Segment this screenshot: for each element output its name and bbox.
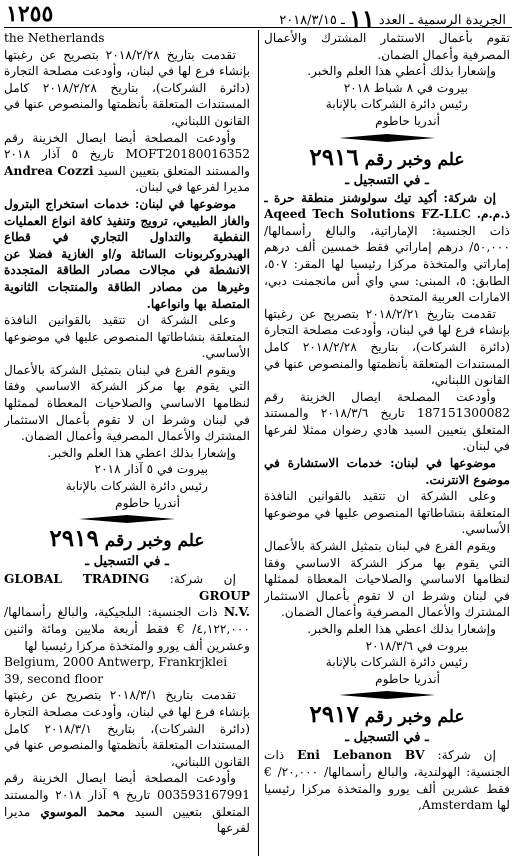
signature-name: أندريا حاطوم xyxy=(115,495,180,510)
section-separator xyxy=(339,134,435,142)
notice-number: ٢٩١٦ xyxy=(309,143,359,171)
receipt-text-end: مديرا لفرعها في لبنان. xyxy=(135,180,250,195)
issue-date: ٢٠١٨/٣/١٥ xyxy=(279,13,337,28)
company-name-en: Eni Lebanon BV xyxy=(297,748,425,763)
paragraph: تقوم بأعمال الاستثمار المشترك والأعمال المصرفية وأعمال الضمان. xyxy=(264,31,510,62)
paragraph: ويقوم الفرع في لبنان بتمثيل الشركة بالأعمال التي يقوم بها مركز الشركة الاساسي وفقا لنظامها الاساسي والصلاحيات المعطاة لممثلها في لبنان وشرط ان لا تقوم بأعمال الاستثمار المشترك والأعمال المصرفية وأعمال الضمان. xyxy=(264,539,510,620)
company-address-en: Belgium, 2000 Antwerp, Frankrjklei 39, second floor xyxy=(4,655,228,686)
right-column xyxy=(264,30,510,856)
company-name-en: Aqeed Tech Solutions FZ-LLC xyxy=(264,207,471,222)
notice-subtitle: ـ في التسجيل ـ xyxy=(345,730,429,746)
company-intro: إن شركة: xyxy=(437,748,497,763)
company-object: موضوعها في لبنان: خدمات استخراج البترول والغاز الطبيعي، ترويج وتنفيذ كافة انواع العمليات النفطية والتداول التجاري في قطاع الهيدروكربونات السائلة و/او الغازية فضلا عن الانشطة في مجالات مصادر الطاقة المتجددة وغيرها من مصادر الطاقة والمنتجات الثانوية المتصلة بها وانواعها. xyxy=(4,196,250,311)
paragraph xyxy=(264,747,510,813)
section-separator xyxy=(339,691,435,699)
page-number: ١٢٥٥ xyxy=(6,1,54,27)
receipt-text: وأودعت المصلحة أيضا ايصال الخزينة رقم MOFT20180016352 تاريخ ٥ آذار ٢٠١٨ والمستند المتعلق بتعيين السيد xyxy=(4,130,250,178)
page-header xyxy=(0,0,516,33)
notice-number: ٢٩١٧ xyxy=(309,701,359,729)
company-address-en: the Netherlands xyxy=(4,31,105,45)
notice-subtitle: ـ في التسجيل ـ xyxy=(85,554,169,570)
paragraph: وعلى الشركة ان تتقيد بالقوانين النافذة المتعلقة بنشاطاتها المنصوص عليها في موضوعها الأساسي. xyxy=(4,313,250,361)
notice-title-2916 xyxy=(264,143,510,172)
paragraph: وعلى الشركة ان تتقيد بالقوانين النافذة المتعلقة بنشاطاتها المنصوص عليها في موضوعها الأساسي. xyxy=(264,489,510,537)
column-divider xyxy=(258,30,259,856)
company-details: ذات الجنسية: البلجيكية، والبالغ رأسمالها/ ٤,١٢٢,٠٠٠/ € فقط أربعة ملايين ومائة واثنين وعشرين ألف يورو والمتخذة مركزا رئيسيا لها xyxy=(4,605,250,653)
paragraph: تقدمت بتاريخ ٢٠١٨/٢/٢٨ بتصريح عن رغبتها بإنشاء فرع لها في لبنان، وأودعت مصلحة التجارة (دائرة الشركات)، بتاريخ ٢٠١٨/٢/٢٨ كامل المستندات المتعلقة بأنظمتها والمنصوص عنها في القانون اللبناني، xyxy=(4,47,250,128)
issue-number: ١١ xyxy=(348,4,375,33)
signature-title: رئيس دائرة الشركات بالإنابة xyxy=(325,655,468,670)
signature-name: أندريا حاطوم xyxy=(375,671,440,686)
paragraph: وأودعت المصلحة ايصال الخزينة رقم 187151300082 تاريخ ٢٠١٨/٣/٦ والمستند المتعلق بتعيين السيد هادي رضوان ممثلا لفرعها في لبنان. xyxy=(264,389,510,454)
paragraph xyxy=(264,190,510,306)
notice-title-prefix: علم وخبر رقم xyxy=(364,149,465,170)
company-name-ar: إن شركة: أكيد تيك سولوشنز منطقة حرة ـ ذ.م.م. xyxy=(264,190,510,222)
paragraph xyxy=(4,604,250,654)
paragraph: تقدمت بتاريخ ٢٠١٨/٢/٢١ بتصريح عن رغبتها بإنشاء فرع لها في لبنان، وأودعت مصلحة التجارة (دائرة الشركات)، بتاريخ ٢٠١٨/٢/٢٨ كامل المستندات المتعلقة بأنظمتها والمنصوص عنها في القانون اللبناني، xyxy=(264,306,510,388)
notice-title-2917 xyxy=(264,703,510,729)
company-details: ذات الجنسية: الإماراتية، والبالغ رأسمالها/ ٥٠,٠٠٠/ درهم إماراتي فقط خمسين ألف درهم إماراتي والمتخذة مركزا رئيسيا لها المقر: ٥٠٧، الطابق: ٥، المبنى: سي واي أس مانجمنت دبي، الامارات العربية المتحدة xyxy=(264,223,510,305)
paragraph: ويقوم الفرع في لبنان بتمثيل الشركة بالأعمال التي يقوم بها مركز الشركة الاساسي وفقا لنظامها الاساسي والصلاحيات المعطاة لممثلها في لبنان وشرط ان لا تقوم بأعمال الاستثمار المشترك والأعمال المصرفية وأعمال الضمان. xyxy=(4,362,250,444)
signature-title: رئيس دائرة الشركات بالإنابة xyxy=(325,97,468,112)
notice-subtitle: ـ في التسجيل ـ xyxy=(345,172,429,188)
signature-name: أندريا حاطوم xyxy=(375,113,440,128)
manager-name: محمد الموسوي xyxy=(40,804,125,819)
paragraph: وإشعارا بذلك أعطي هذا العلم والخبر. xyxy=(307,64,496,79)
signature-title: رئيس دائرة الشركات بالإنابة xyxy=(65,479,208,494)
paragraph xyxy=(4,130,250,196)
paragraph xyxy=(4,770,250,836)
notice-title-2919 xyxy=(4,527,250,553)
notice-number: ٢٩١٩ xyxy=(49,525,99,553)
notice-title-prefix: علم وخبر رقم xyxy=(104,531,205,552)
issue-label: العدد xyxy=(378,13,406,28)
company-object: موضوعها في لبنان: خدمات الاستشارة في موضوع الانترنت. xyxy=(264,456,510,487)
paragraph: تقدمت بتاريخ ٢٠١٨/٣/١ بتصريح عن رغبتها بإنشاء فرع لها في لبنان، وأودعت مصلحة التجارة (دائرة الشركات)، بتاريخ ٢٠١٨/٣/١ كامل المستندات المتعلقة بأنظمتها والمنصوص عنها في القانون اللبناني، xyxy=(4,688,250,769)
receipt-text-end: مديرا لفرعها xyxy=(4,804,250,836)
gazette-title: الجريدة الرسمية ـ العدد ١١ ـ ٢٠١٨/٣/١٥ xyxy=(279,4,506,33)
left-column xyxy=(4,30,250,856)
paragraph: وإشعارا بذلك اعطي هذا العلم والخبر. xyxy=(307,622,496,636)
paragraph: وإشعارا بذلك اعطي هذا العلم والخبر. xyxy=(47,445,236,460)
gazette-name: الجريدة الرسمية xyxy=(417,13,506,28)
notice-date: بيروت في ٥ آذار ٢٠١٨ xyxy=(94,462,208,477)
receipt-text: وأودعت المصلحة أيضا ايصال الخزينة رقم 003593167991 تاريخ ٩ آذار ٢٠١٨ والمستند المتعلق بتعيين السيد xyxy=(4,771,250,819)
manager-name: Andrea Cozzi xyxy=(4,163,94,178)
company-details: ذات الجنسية: الهولندية، والبالغ رأسمالها/ ٢٠,٠٠٠/ € فقط عشرين ألف يورو والمتخذة مركزا رئيسيا لها Amsterdam, xyxy=(264,748,510,813)
paragraph xyxy=(4,571,250,604)
notice-date: بيروت في ٨ شباط ٢٠١٨ xyxy=(343,80,468,95)
notice-date: بيروت في ٢٠١٨/٣/٦ xyxy=(365,638,468,653)
company-suffix-en: N.V. xyxy=(223,605,250,620)
header-rule xyxy=(4,27,512,28)
notice-title-prefix: علم وخبر رقم xyxy=(364,707,465,728)
company-name-en: GLOBAL TRADING GROUP xyxy=(4,572,250,603)
section-separator xyxy=(79,515,175,523)
company-intro: إن شركة: xyxy=(169,572,237,587)
